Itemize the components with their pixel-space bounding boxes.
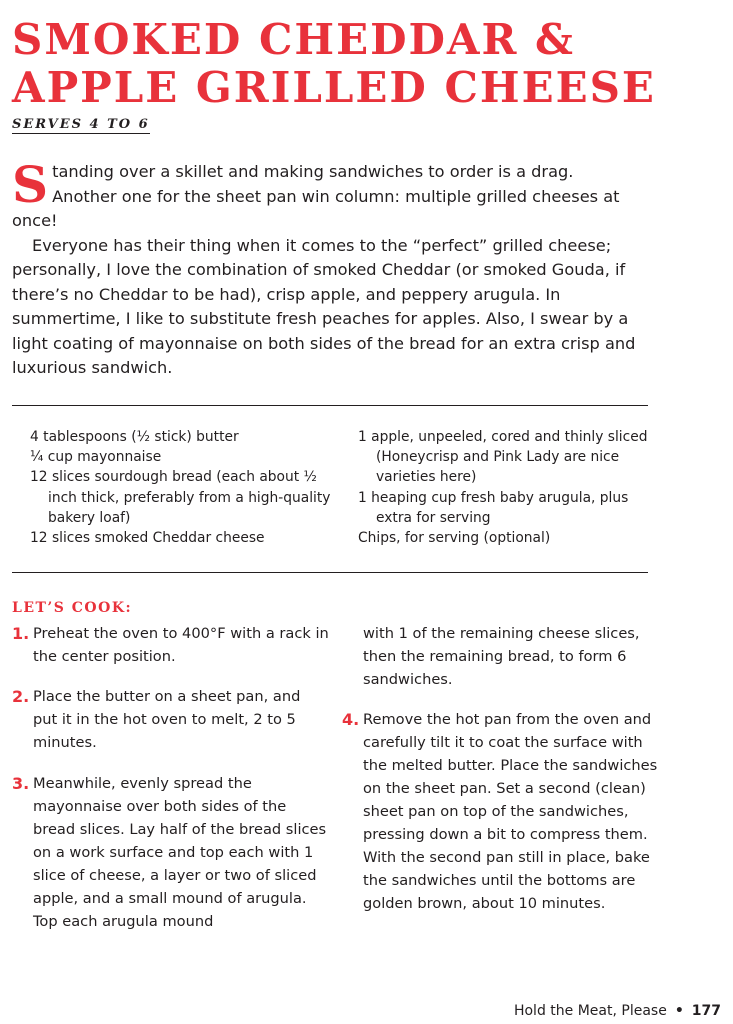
step-text: Preheat the oven to 400°F with a rack in the center position. xyxy=(33,625,329,665)
step-number: 4. xyxy=(342,710,360,729)
instruction-step-3 xyxy=(12,772,328,933)
recipe-title-line-1: SMOKED CHEDDAR & xyxy=(12,15,575,64)
ingredient-item: 4 tablespoons (½ stick) butter xyxy=(30,429,239,445)
instruction-step-3-continued xyxy=(363,622,663,691)
intro-paragraph-1 xyxy=(12,155,637,234)
section-name: Hold the Meat, Please xyxy=(513,1003,667,1019)
ingredient-item: Chips, for serving (optional) xyxy=(358,530,551,547)
step-text: Place the butter on a sheet pan, and put it in the hot oven to melt, 2 to 5 minutes. xyxy=(33,688,301,751)
ingredient-item: 12 slices smoked Cheddar cheese xyxy=(30,530,265,547)
ingredients-right-column xyxy=(358,427,648,548)
intro-paragraph-2: Everyone has their thing when it comes to the “perfect” grilled cheese; personally, I love the combination of smoked Cheddar (or smoked Gouda, if there’s no Cheddar to be had), crisp apple, and peppery arugula. In summertime, I like to substitute fresh peaches for apples. Also, I swear by a light coating of mayonnaise on both sides of the bread for an extra crisp and luxurious sandwich. xyxy=(12,235,636,377)
ingredient-item: ¼ cup mayonnaise xyxy=(30,449,162,466)
divider-top xyxy=(12,405,648,406)
ingredient-item: 1 heaping cup fresh baby arugula, plus extra for serving xyxy=(358,489,629,526)
instruction-step-2 xyxy=(12,685,308,754)
servings-label: SERVES 4 TO 6 xyxy=(12,117,150,132)
ingredient-item: 12 slices sourdough bread (each about ½ inch thick, preferably from a high-quality bakery loaf) xyxy=(30,469,331,526)
drop-cap: S xyxy=(12,155,49,214)
divider-bottom xyxy=(12,572,648,573)
step-text: Remove the hot pan from the oven and carefully tilt it to coat the surface with the melted butter. Place the sandwiches on the sheet pan. Set a second (clean) sheet pan on top of the sandwiches, pressing down a bit to compress them. With the second pan still in place, bake the sandwiches until the bottoms are golden brown, about 10 minutes. xyxy=(363,711,658,912)
footer-bullet: • xyxy=(674,1003,684,1019)
step-number: 1. xyxy=(12,624,30,643)
step-number: 3. xyxy=(12,774,30,793)
instructions-heading: LET’S COOK: xyxy=(12,600,133,616)
recipe-title-line-2: APPLE GRILLED CHEESE xyxy=(12,63,656,112)
recipe-title xyxy=(12,16,712,112)
intro-paragraph-1-text: tanding over a skillet and making sandwiches to order is a drag. Another one for the sheet pan win column: multiple grilled cheeses at once! xyxy=(12,162,620,230)
ingredient-item: 1 apple, unpeeled, cored and thinly sliced (Honeycrisp and Pink Lady are nice varieties here) xyxy=(358,429,648,486)
step-text: with 1 of the remaining cheese slices, then the remaining bread, to form 6 sandwiches. xyxy=(363,625,640,688)
step-number: 2. xyxy=(12,687,30,706)
page-number: 177 xyxy=(691,1003,721,1019)
step-text: Meanwhile, evenly spread the mayonnaise over both sides of the bread slices. Lay half of the bread slices on a work surface and top each with 1 slice of cheese, a layer or two of sliced apple, and a small mound of arugula. Top each arugula mound xyxy=(33,775,327,930)
page-footer xyxy=(514,1002,721,1020)
instruction-step-4 xyxy=(342,708,663,915)
instruction-step-1 xyxy=(12,622,333,668)
intro-text xyxy=(12,155,637,381)
ingredients-left-column xyxy=(30,427,340,548)
